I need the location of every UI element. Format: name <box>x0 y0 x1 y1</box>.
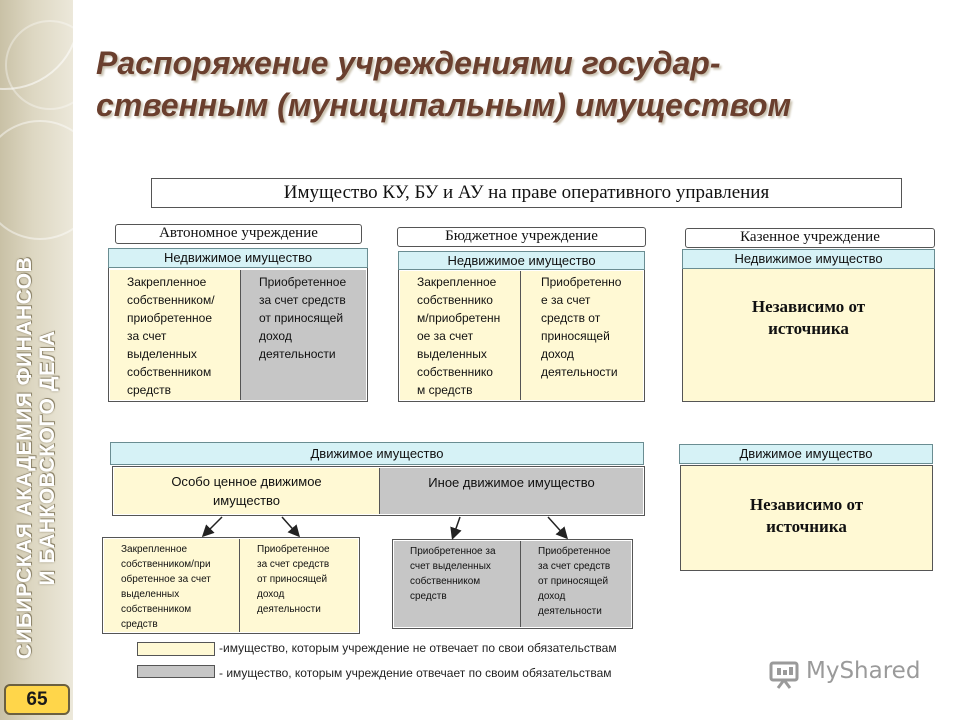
arrow-to-other-assigned <box>453 517 460 537</box>
arrow-to-other-acquired <box>548 517 566 537</box>
cell-line: деятельности <box>541 365 618 379</box>
cell-line: деятельности <box>259 347 336 361</box>
cell-line: м средств <box>417 383 473 397</box>
cell-line: собственником/при <box>121 559 211 570</box>
cell-line: средств <box>121 619 158 630</box>
cell-line: выделенных <box>121 589 180 600</box>
slide-title <box>96 42 896 126</box>
cell-line: за счет <box>127 329 167 343</box>
budget-assigned-cell <box>400 271 520 400</box>
cell-line: собственнико <box>417 365 493 379</box>
state-owned-immovable-text <box>684 296 933 340</box>
cell-line: от приносящей <box>259 311 344 325</box>
other-movable-cell: Иное движимое имущество <box>379 468 643 514</box>
state-owned-institution-title: Казенное учреждение <box>685 228 935 248</box>
cell-line: Особо ценное движимое <box>171 474 322 489</box>
cell-line: Закрепленное <box>417 275 497 289</box>
text-line: источника <box>766 517 847 536</box>
text-line: Независимо от <box>751 297 866 316</box>
slide-title-line1: Распоряжение учреждениями государ- <box>96 45 721 81</box>
slide-title-line2: ственным (муниципальным) имуществом <box>96 87 792 123</box>
cell-line: Приобретенное <box>259 275 347 289</box>
autonomous-institution-title: Автономное учреждение <box>115 224 362 244</box>
presentation-board-icon <box>768 658 800 690</box>
cell-line: средств <box>410 591 447 602</box>
cell-line: собственнико <box>417 293 493 307</box>
budget-acquired-cell <box>520 271 643 400</box>
cell-line: Приобретенно <box>541 275 622 289</box>
cell-line: собственником/ <box>127 293 215 307</box>
cell-line: деятельности <box>257 604 321 615</box>
especially-valuable-assigned-cell <box>104 539 239 632</box>
academy-name-line2: И БАНКОВСКОГО ДЕЛА <box>36 330 59 586</box>
arrow-to-valuable-assigned <box>204 517 222 535</box>
other-movable-assigned-cell <box>394 541 520 627</box>
academy-name-vertical <box>13 248 59 668</box>
cell-line: обретенное за счет <box>121 574 211 585</box>
cell-line: за счет средств <box>257 559 330 570</box>
cell-line: деятельности <box>538 606 602 617</box>
cell-line: собственником <box>127 365 212 379</box>
cell-line: е за счет <box>541 293 591 307</box>
budget-institution-title: Бюджетное учреждение <box>397 227 646 247</box>
legend-yellow-swatch <box>137 642 215 656</box>
legend-yellow-label: -имущество, которым учреждение не отвечает по свои обязательствам <box>219 641 617 655</box>
cell-line: Приобретенное за <box>410 546 496 557</box>
cell-line: от приносящей <box>257 574 328 585</box>
cell-line: выделенных <box>127 347 197 361</box>
autonomous-assigned-cell <box>110 270 240 400</box>
myshared-watermark <box>768 656 938 696</box>
cell-line: средств от <box>541 311 601 325</box>
cell-line: Закрепленное <box>121 544 188 555</box>
cell-line: от приносящей <box>538 576 609 587</box>
cell-line: выделенных <box>417 347 487 361</box>
other-movable-acquired-cell <box>520 541 631 627</box>
cell-line: ое за счет <box>417 329 474 343</box>
arrow-to-valuable-acquired <box>282 517 298 535</box>
cell-line: собственником <box>410 576 481 587</box>
legend-grey-label: - имущество, которым учреждение отвечает по своим обязательствам <box>219 666 612 680</box>
watermark-text: MyShared <box>806 658 921 684</box>
especially-valuable-acquired-cell <box>239 539 358 632</box>
cell-line: средств <box>127 383 171 397</box>
cell-line: доход <box>259 329 292 343</box>
legend-grey-swatch <box>137 665 215 678</box>
cell-line: имущество <box>212 493 281 508</box>
especially-valuable-movable-cell <box>114 468 379 514</box>
cell-line: Приобретенное <box>257 544 330 555</box>
autonomous-acquired-cell <box>240 270 366 400</box>
page-number: 65 <box>4 684 70 715</box>
state-owned-movable-text <box>682 494 931 538</box>
cell-line: доход <box>257 589 285 600</box>
main-header: Имущество КУ, БУ и АУ на праве оперативного управления <box>151 178 902 208</box>
state-owned-movable-bar: Движимое имущество <box>679 444 933 464</box>
cell-line: счет выделенных <box>410 561 491 572</box>
cell-line: доход <box>541 347 574 361</box>
movable-property-bar: Движимое имущество <box>110 442 644 465</box>
cell-line: приносящей <box>541 329 610 343</box>
text-line: источника <box>768 319 849 338</box>
cell-line: собственником <box>121 604 192 615</box>
cell-line: приобретенное <box>127 311 213 325</box>
academy-name-line1: СИБИРСКАЯ АКАДЕМИЯ ФИНАНСОВ <box>13 256 36 660</box>
cell-line: за счет средств <box>538 561 611 572</box>
cell-line: Приобретенное <box>538 546 611 557</box>
cell-line: за счет средств <box>259 293 346 307</box>
decorative-circle <box>0 120 73 240</box>
cell-line: доход <box>538 591 566 602</box>
state-owned-immovable-bar: Недвижимое имущество <box>682 249 935 269</box>
budget-immovable-bar: Недвижимое имущество <box>398 251 645 270</box>
cell-line: м/приобретенн <box>417 311 501 325</box>
text-line: Независимо от <box>749 495 864 514</box>
autonomous-immovable-bar: Недвижимое имущество <box>108 248 368 268</box>
cell-line: Закрепленное <box>127 275 207 289</box>
